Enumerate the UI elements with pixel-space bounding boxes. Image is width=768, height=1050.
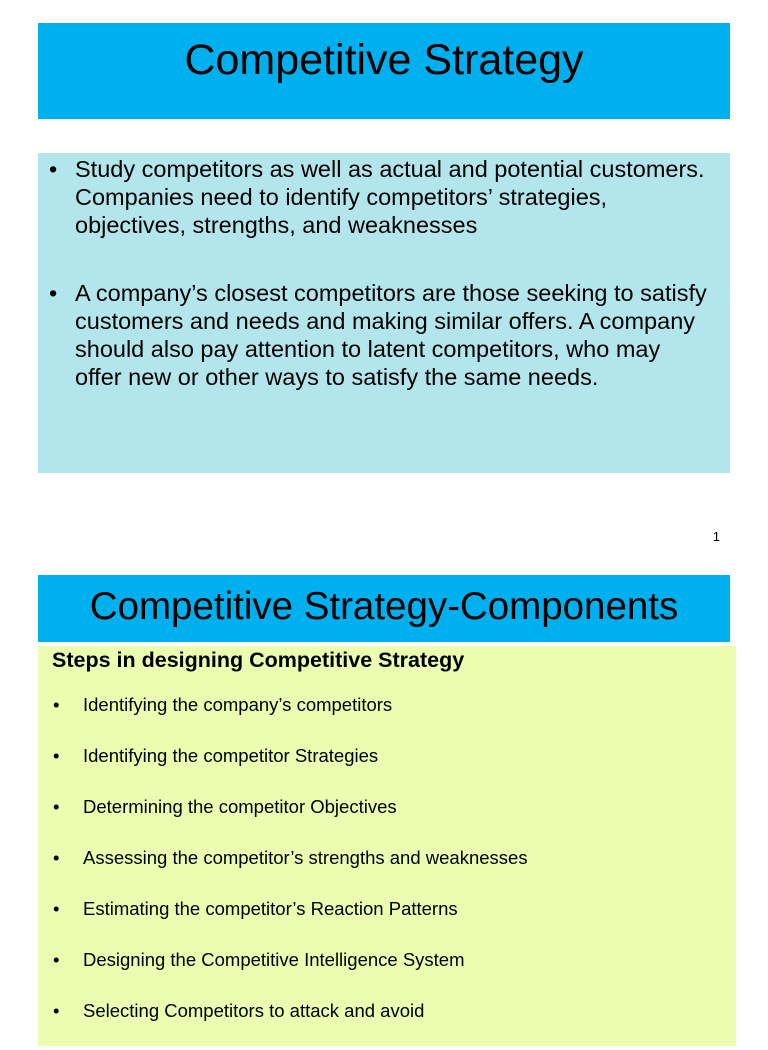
slide2-bullet-item	[52, 693, 736, 744]
slide2-content-box	[38, 646, 736, 1046]
slide2-bullet-text: Selecting Competitors to attack and avoid	[83, 1000, 425, 1021]
slide1-title: Competitive Strategy	[184, 35, 584, 84]
slide2-title-bar	[38, 575, 730, 642]
bullet-marker: •	[53, 898, 60, 919]
bullet-marker: •	[49, 156, 58, 182]
bullet-marker: •	[53, 949, 60, 970]
slide1-bullet-text: Study competitors as well as actual and potential customers. Companies need to identify competitors’ strategies, objectives, strengths, and weaknesses	[75, 156, 705, 238]
slide1-bullet-item	[48, 279, 712, 391]
slide2-bullet-text: Determining the competitor Objectives	[83, 796, 397, 817]
slide2-heading: Steps in designing Competitive Strategy	[52, 648, 465, 672]
slide2-bullet-item	[52, 846, 736, 897]
bullet-marker: •	[53, 1000, 60, 1021]
slide2-bullet-item	[52, 795, 736, 846]
page-number: 1	[712, 529, 720, 544]
slide1-content-box	[38, 153, 730, 473]
slide2-title: Competitive Strategy-Components	[89, 584, 679, 628]
slide1-bullet-text: A company’s closest competitors are those seeking to satisfy customers and needs and making similar offers. A company should also pay attention to latent competitors, who may offer new or other ways to satisfy the same needs.	[75, 280, 707, 390]
slide1-title-bar	[38, 23, 730, 119]
slide2-bullet-item	[52, 948, 736, 999]
bullet-marker: •	[49, 280, 58, 306]
slide2-bullet-text: Assessing the competitor’s strengths and weaknesses	[83, 847, 528, 868]
bullet-marker: •	[53, 694, 60, 715]
slide2-bullet-list	[52, 693, 736, 1050]
slide2-bullet-text: Estimating the competitor’s Reaction Patterns	[83, 898, 458, 919]
slide2-bullet-text: Identifying the company’s competitors	[83, 694, 393, 715]
bullet-marker: •	[53, 796, 60, 817]
slide2-bullet-item	[52, 999, 736, 1050]
slide1-bullet-item	[48, 155, 712, 239]
slide2-bullet-item	[52, 897, 736, 948]
bullet-marker: •	[53, 847, 60, 868]
slide2-bullet-text: Designing the Competitive Intelligence System	[83, 949, 465, 970]
slide2-bullet-text: Identifying the competitor Strategies	[83, 745, 379, 766]
slide2-bullet-item	[52, 744, 736, 795]
bullet-marker: •	[53, 745, 60, 766]
